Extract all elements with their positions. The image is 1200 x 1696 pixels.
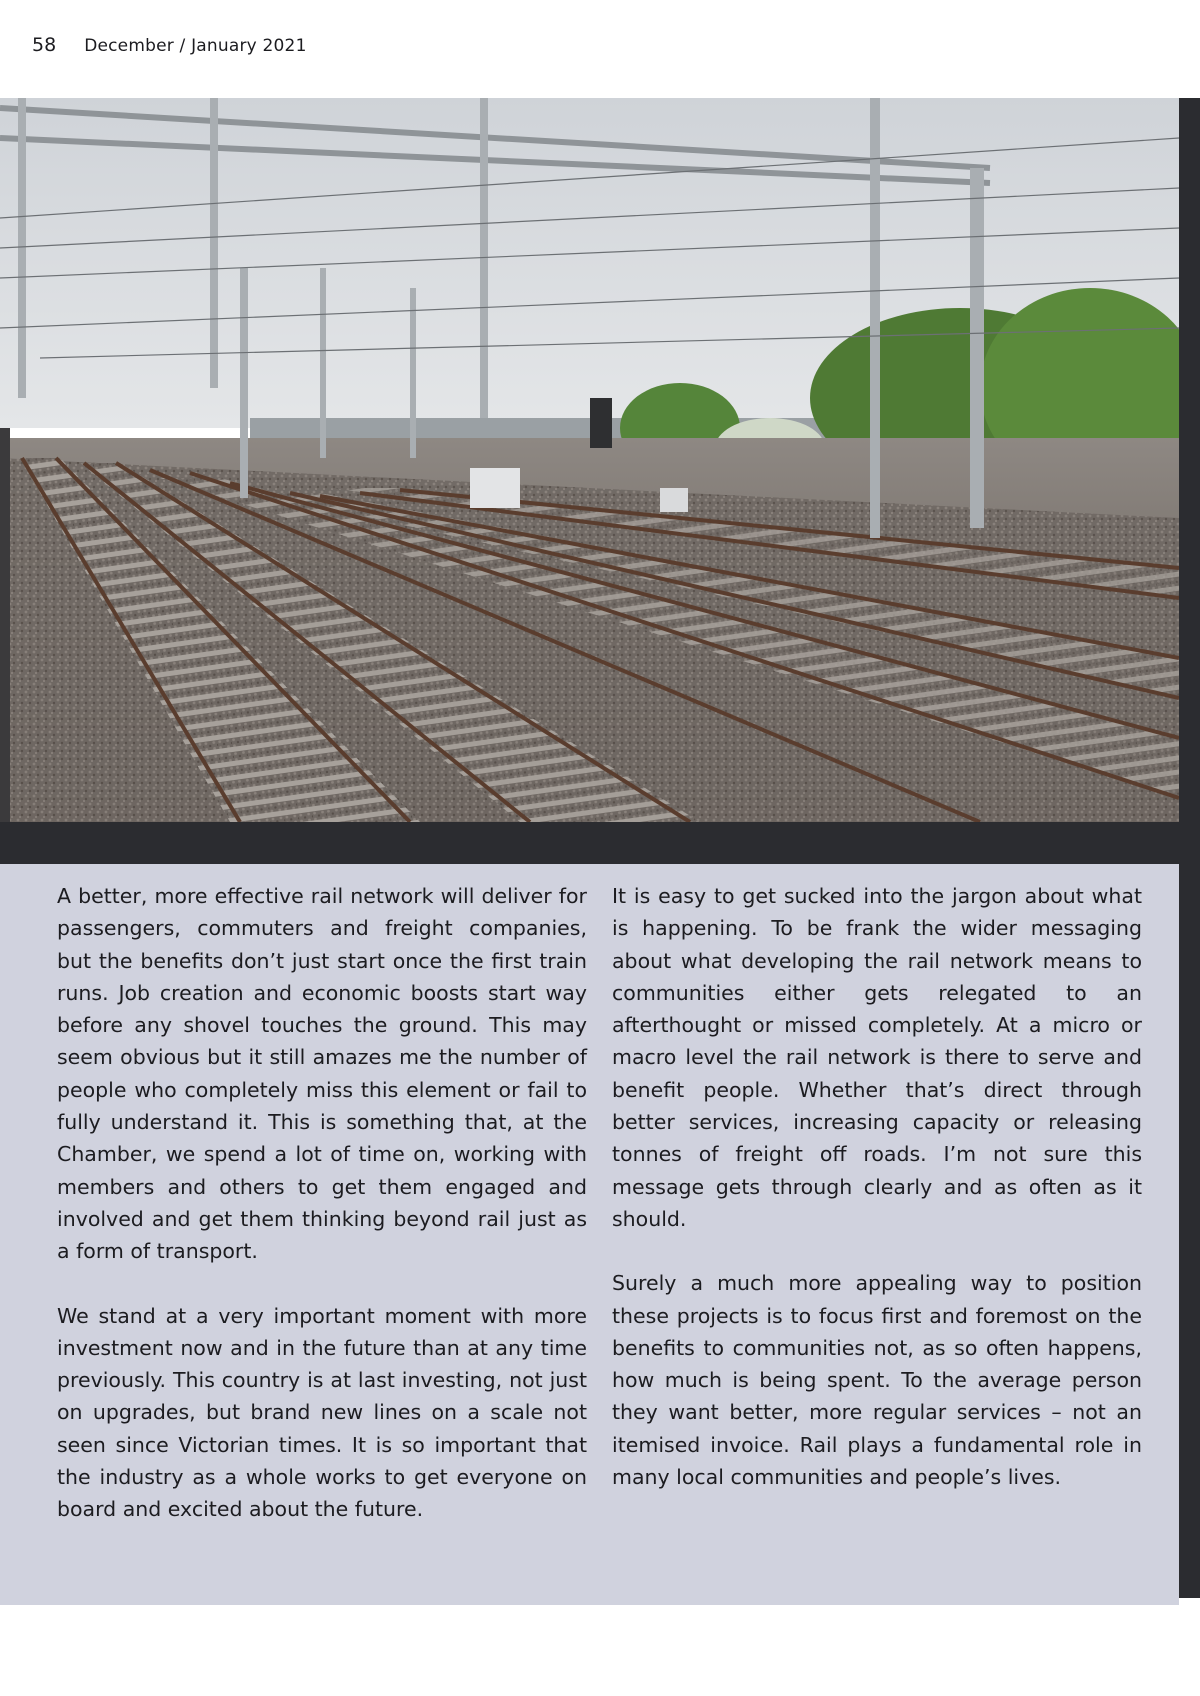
article-paragraph: A better, more effective rail network will deliver for passengers, commuters and freight companies, but the benefits don’t just start once the first train runs. Job creation and economic boosts start way before any shovel touches the ground. This may seem obvious but it still amazes me the number of people who completely miss this element or fail to fully understand it. This is something that, at the Chamber, we spend a lot of time on, working with members and others to get them engaged and involved and get them thinking beyond rail just as a form of transport. [57,884,587,1264]
article-paragraph: We stand at a very important moment with more investment now and in the future than at any time previously. This country is at last investing, not just on upgrades, but brand new lines on a scale not seen since Victorian times. It is so important that the industry as a whole works to get everyone on board and excited about the future. [57,1303,587,1522]
article-panel [0,864,1179,1605]
article-column-right [612,880,1142,1525]
article-paragraph: It is easy to get sucked into the jargon about what is happening. To be frank the wider messaging about what developing the rail network means to communities either gets relegated to an afterthought or missed completely. At a micro or macro level the rail network is there to serve and benefit people. Whether that’s direct through better services, increasing capacity or releasing tonnes of freight off roads. I’m not sure this message gets through clearly and as often as it should. [612,884,1142,1231]
page-number: 58 [32,34,57,56]
article-column-left [57,880,587,1558]
issue-date: December / January 2021 [84,36,307,56]
dark-band [0,822,1179,864]
edge-strip [1179,98,1200,1598]
railway-tracks-photo [0,98,1179,822]
article-paragraph: Surely a much more appealing way to position these projects is to focus first and foremost on the benefits to communities not, as so often happens, how much is being spent. To the average person they want better, more regular services – not an itemised invoice. Rail plays a fundamental role in many local communities and people’s lives. [612,1271,1142,1490]
page-header [32,34,307,56]
